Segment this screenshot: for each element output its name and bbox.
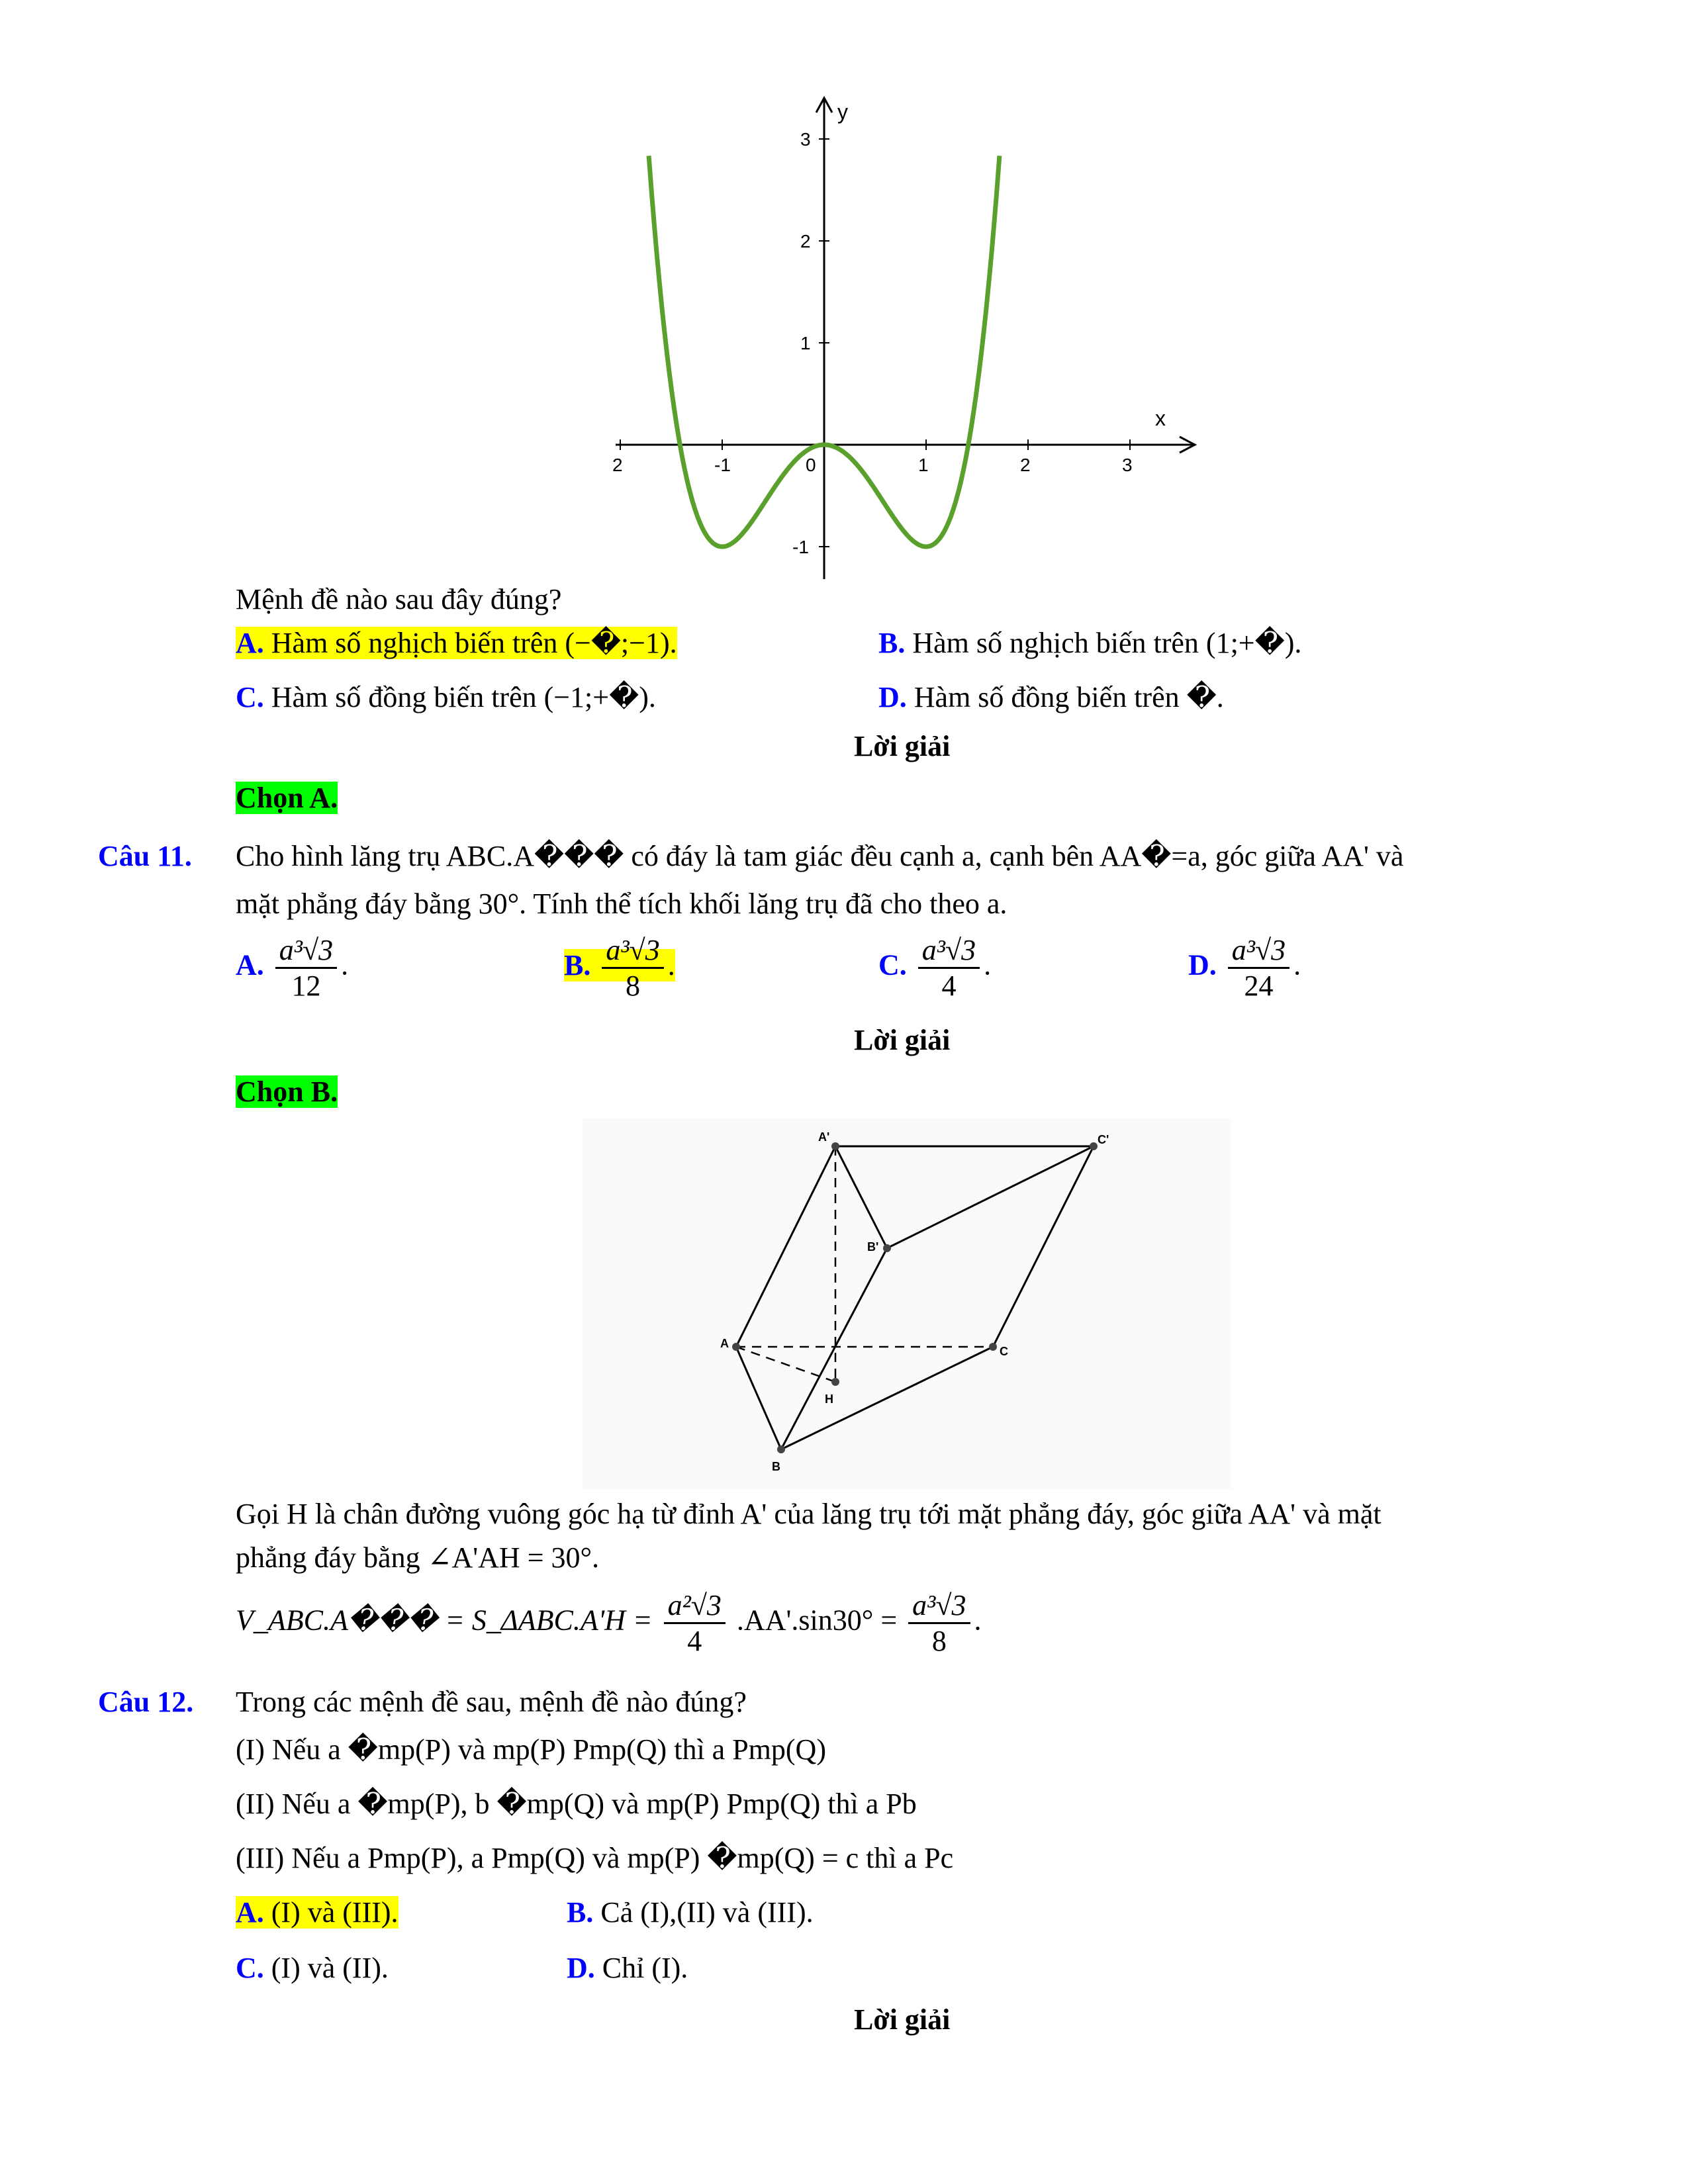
- q12-option-c[interactable]: [236, 1951, 389, 1985]
- formula-frac1-den: 4: [687, 1625, 702, 1657]
- q12-statement-2: (II) Nếu a �mp(P), b �mp(Q) và mp(P) Pmp(Q) thì a Pb: [236, 1788, 917, 1820]
- q10-answer-text: Chọn A.: [236, 782, 338, 814]
- y-tick-label: 3: [800, 129, 811, 150]
- y-tick-label: -1: [792, 537, 809, 557]
- prism-figure: [583, 1118, 1231, 1489]
- q12-option-d-text: Chỉ (I).: [602, 1952, 688, 1984]
- q10-option-c[interactable]: [236, 680, 656, 714]
- q11-option-a-num: a³√3: [275, 933, 337, 969]
- q12-option-b-label: B.: [567, 1896, 594, 1929]
- q11-option-c-den: 4: [941, 970, 957, 1002]
- q11-option-b-num: a³√3: [602, 933, 663, 969]
- y-tick-label: 2: [800, 231, 811, 251]
- q11-option-b[interactable]: B. $\frac{\text{a³√3}}{8}$ .: [564, 934, 675, 1002]
- x-tick-label: 1: [918, 455, 929, 475]
- q11-option-c-num: a³√3: [918, 933, 980, 969]
- q11-volume-formula: V_ABC.A��� = S_ΔABC.A'H = $\frac{\text{a²√3}}{4}$ .AA'.sin30° = $\frac{\text{a³√3}}{8}$ .: [236, 1589, 982, 1657]
- label-H: H: [825, 1392, 833, 1406]
- q11-option-c[interactable]: C. $\frac{\text{a³√3}}{4}$ .: [878, 934, 992, 1002]
- q10-option-b-text: Hàm số nghịch biến trên (1;+�).: [912, 627, 1302, 659]
- y-axis-label: y: [837, 100, 848, 124]
- q10-option-a-label: A.: [236, 627, 264, 659]
- q12-option-a-text: (I) và (III).: [271, 1896, 399, 1929]
- q10-option-a[interactable]: [236, 626, 677, 660]
- q11-solution-line1: Gọi H là chân đường vuông góc hạ từ đỉnh A' của lăng trụ tới mặt phẳng đáy, góc giữa AA' và mặt: [236, 1498, 1382, 1530]
- q10-option-d[interactable]: [878, 680, 1224, 714]
- x-tick-label: 3: [1122, 455, 1133, 475]
- q12-statement-1: (I) Nếu a �mp(P) và mp(P) Pmp(Q) thì a Pmp(Q): [236, 1733, 826, 1766]
- function-graph: [596, 86, 1218, 589]
- formula-lhs: V_ABC.A��� = S_ΔABC.A'H =: [236, 1604, 653, 1637]
- q12-number: Câu 12.: [98, 1686, 194, 1718]
- q10-answer: [236, 781, 338, 815]
- q11-line1: Cho hình lăng trụ ABC.A��� có đáy là tam giác đều cạnh a, cạnh bên AA�=a, góc giữa AA' và: [236, 840, 1404, 872]
- q10-option-b[interactable]: [878, 626, 1301, 660]
- q11-option-d-den: 24: [1244, 970, 1274, 1002]
- q10-option-a-text: Hàm số nghịch biến trên (−�;−1).: [271, 627, 677, 659]
- x-axis-label: x: [1155, 406, 1166, 430]
- q11-option-a[interactable]: A. $\frac{\text{a³√3}}{12}$ .: [236, 934, 349, 1002]
- q10-option-b-label: B.: [878, 627, 906, 659]
- q11-number: Câu 11.: [98, 840, 192, 872]
- q10-option-c-text: Hàm số đồng biến trên (−1;+�).: [271, 681, 656, 713]
- formula-frac1-num: a²√3: [664, 1588, 726, 1624]
- q11-option-a-den: 12: [291, 970, 321, 1002]
- q10-solution-heading: Lời giải: [854, 730, 951, 762]
- q11-option-d-num: a³√3: [1228, 933, 1289, 969]
- formula-frac2-num: a³√3: [908, 1588, 970, 1624]
- q11-answer-text: Chọn B.: [236, 1075, 338, 1108]
- q11-option-d[interactable]: D. $\frac{\text{a³√3}}{24}$ .: [1188, 934, 1301, 1002]
- label-B-prime: B': [867, 1240, 879, 1253]
- q12-option-d[interactable]: [567, 1951, 688, 1985]
- q12-option-a[interactable]: [236, 1895, 399, 1929]
- label-A: A: [720, 1337, 729, 1350]
- x-tick-label: 2: [612, 455, 623, 475]
- q11-option-d-label: D.: [1188, 948, 1217, 981]
- q11-solution-line2: phẳng đáy bằng ∠A'AH = 30°.: [236, 1541, 600, 1574]
- label-C-prime: C': [1098, 1133, 1109, 1146]
- formula-mid: .AA'.sin30° =: [736, 1604, 898, 1637]
- x-tick-label: 0: [806, 455, 816, 475]
- q12-option-d-label: D.: [567, 1952, 595, 1984]
- q11-answer: [236, 1075, 338, 1109]
- q10-option-c-label: C.: [236, 681, 264, 713]
- q12-prompt: Trong các mệnh đề sau, mệnh đề nào đúng?: [236, 1686, 747, 1718]
- q11-solution-heading: Lời giải: [854, 1024, 951, 1056]
- q12-statement-3: (III) Nếu a Pmp(P), a Pmp(Q) và mp(P) �mp(Q) = c thì a Pc: [236, 1842, 954, 1874]
- label-B: B: [772, 1460, 780, 1473]
- q10-option-d-label: D.: [878, 681, 907, 713]
- formula-frac2-den: 8: [931, 1625, 947, 1657]
- label-C: C: [1000, 1345, 1008, 1358]
- q12-option-b[interactable]: [567, 1895, 814, 1929]
- q11-line2: mặt phẳng đáy bằng 30°. Tính thể tích khối lăng trụ đã cho theo a.: [236, 887, 1008, 920]
- q12-option-a-label: A.: [236, 1896, 264, 1929]
- q12-solution-heading: Lời giải: [854, 2003, 951, 2036]
- x-tick-label: -1: [714, 455, 731, 475]
- q11-option-c-label: C.: [878, 948, 907, 981]
- figure-background: [583, 1118, 1231, 1489]
- q11-option-a-label: A.: [236, 948, 264, 981]
- q10-prompt: Mệnh đề nào sau đây đúng?: [236, 583, 562, 615]
- q12-option-c-label: C.: [236, 1952, 264, 1984]
- x-tick-label: 2: [1020, 455, 1031, 475]
- y-tick-label: 1: [800, 333, 811, 353]
- q11-option-b-den: 8: [626, 970, 641, 1002]
- label-A-prime: A': [818, 1130, 830, 1144]
- q12-option-c-text: (I) và (II).: [271, 1952, 389, 1984]
- q11-option-b-label: B.: [564, 948, 591, 981]
- q12-option-b-text: Cả (I),(II) và (III).: [600, 1896, 814, 1929]
- q10-option-d-text: Hàm số đồng biến trên �.: [914, 681, 1224, 713]
